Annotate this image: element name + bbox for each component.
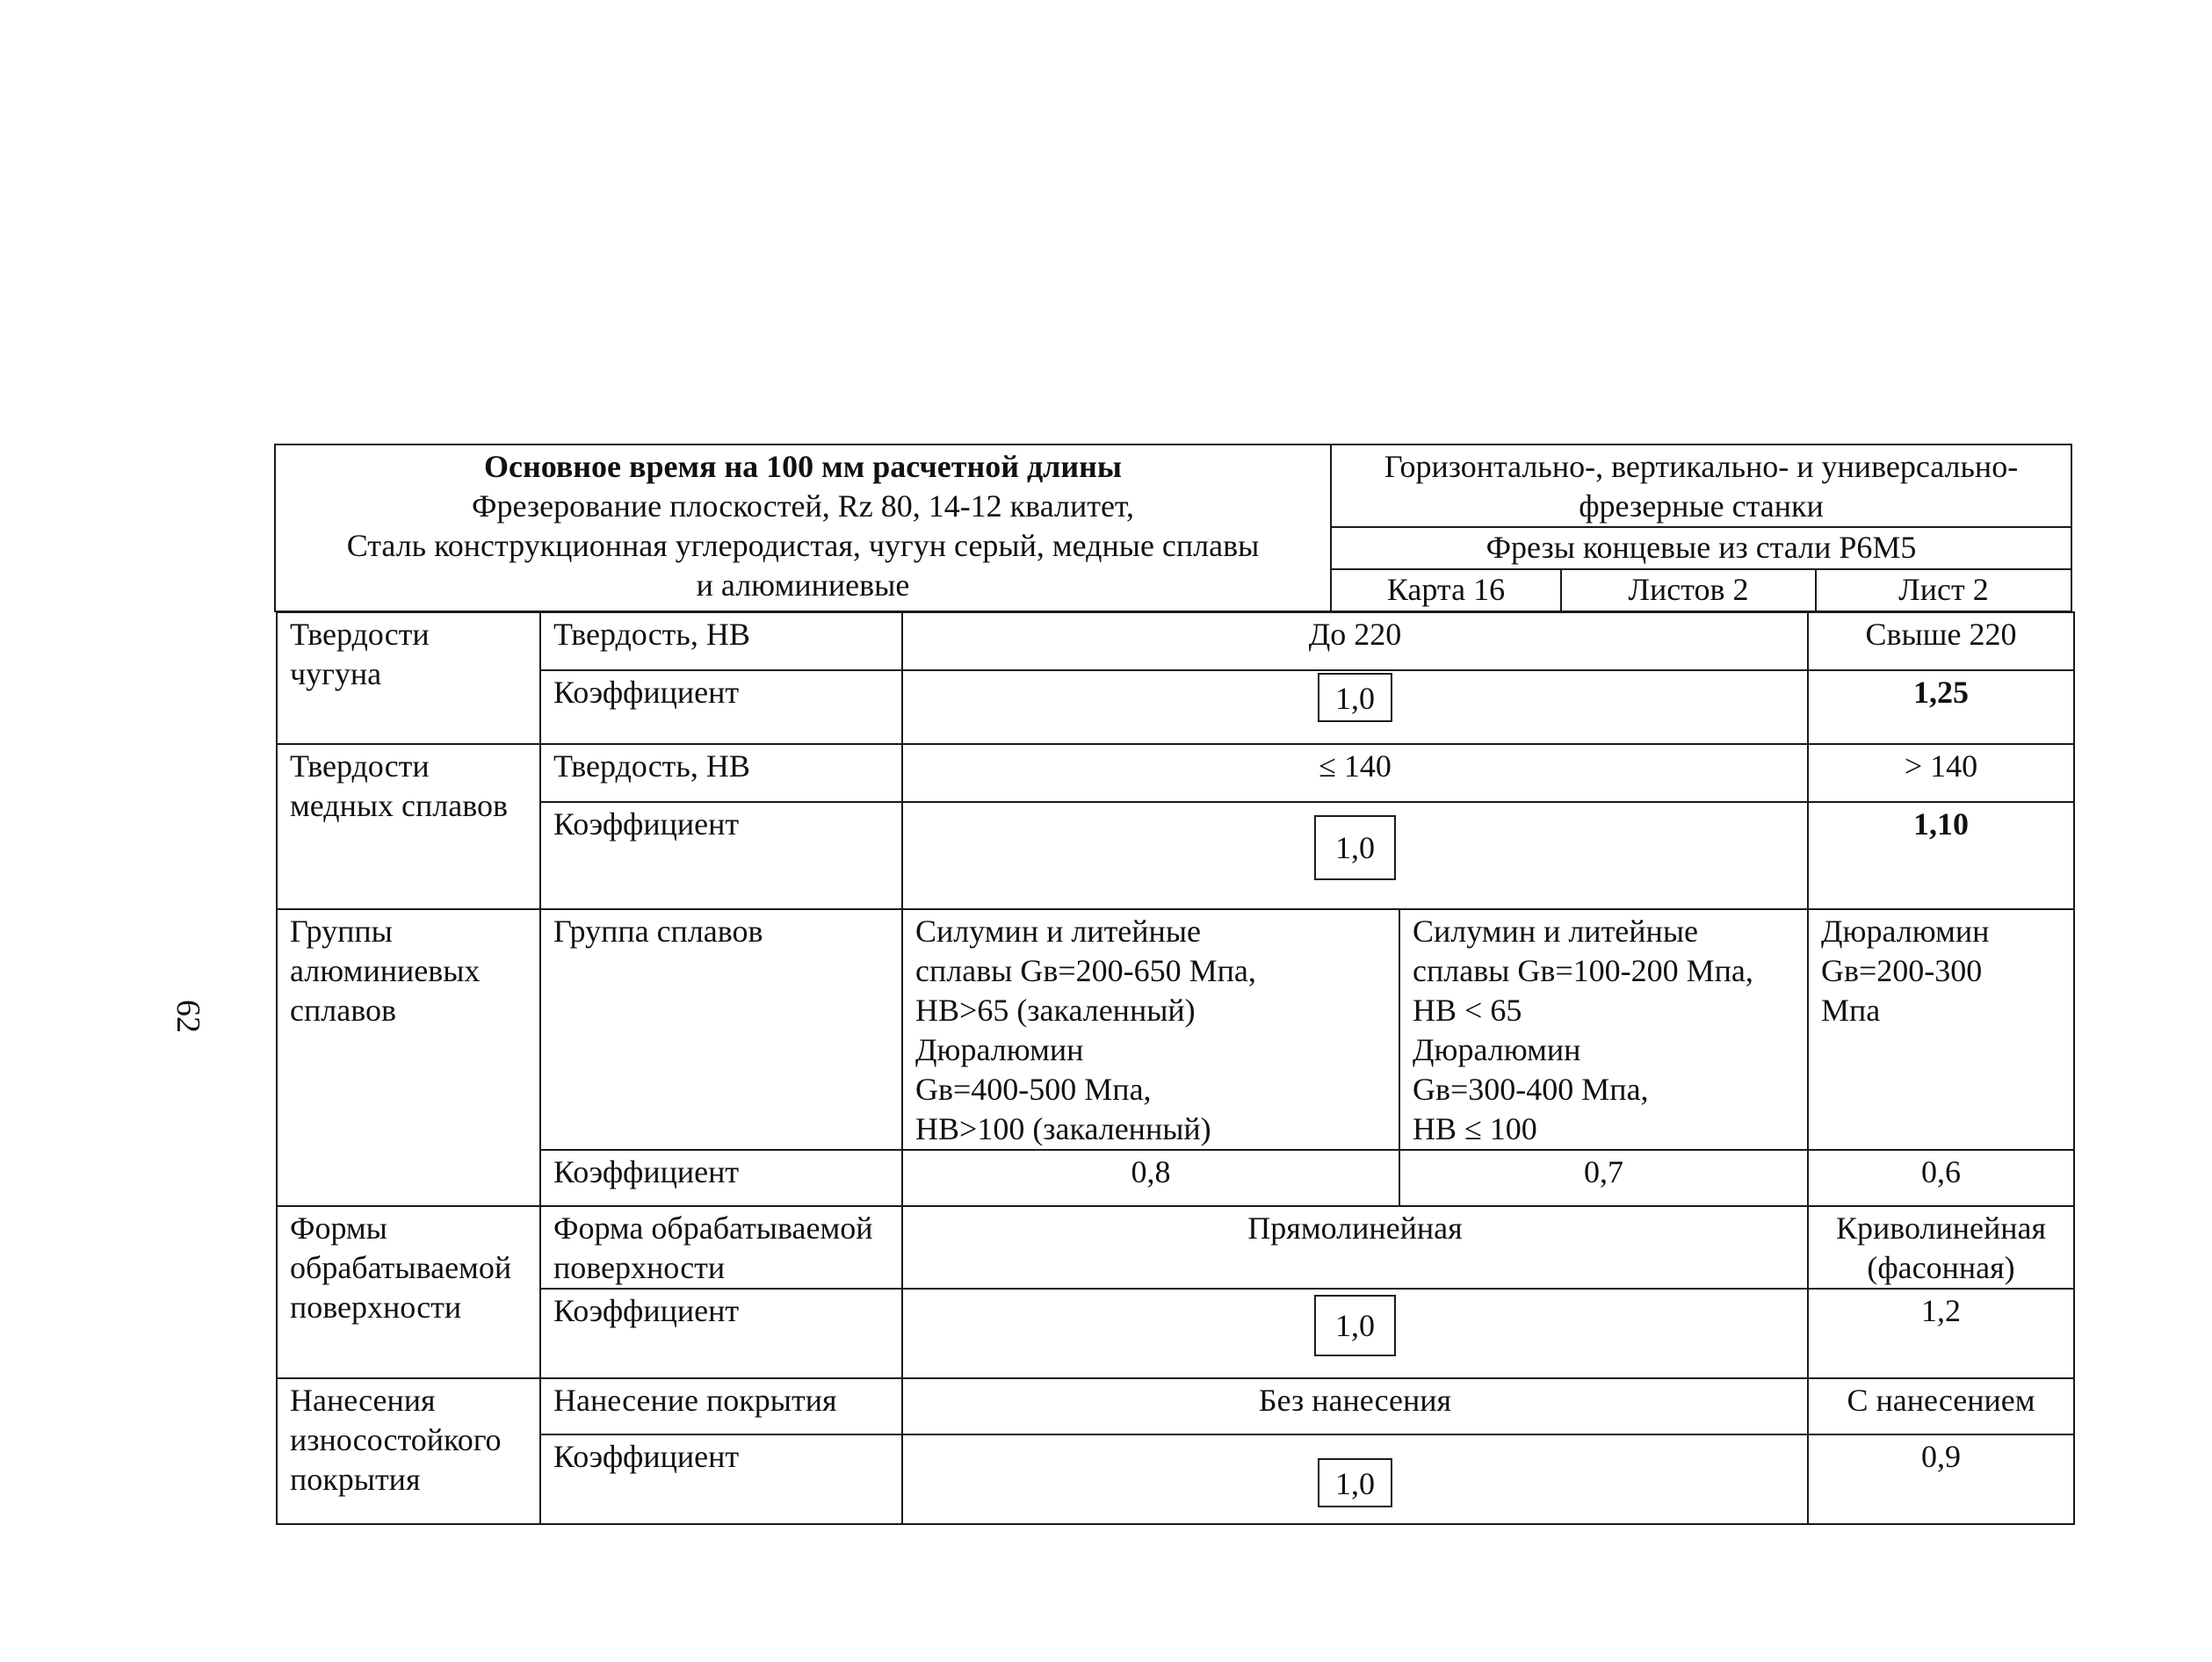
- copper-coef-1-cell: [902, 802, 1808, 909]
- surface-coef-label: Коэффициент: [540, 1289, 902, 1378]
- header-machines: Горизонтально-, вертикально- и универсально-фрезерные станки: [1331, 444, 2071, 527]
- aluminum-group-2-line: сплавы Gв=100-200 Мпа,: [1413, 953, 1753, 988]
- header-title-cell: [275, 444, 1331, 611]
- cast-iron-coef-1-cell: [902, 670, 1808, 744]
- aluminum-group-1-line: Дюралюмин: [915, 1032, 1084, 1067]
- cast-iron-coef-label: Коэффициент: [540, 670, 902, 744]
- copper-coef-2: 1,10: [1808, 802, 2074, 909]
- cast-iron-param-label: Твердость, НВ: [540, 612, 902, 670]
- coating-coef-1-cell: [902, 1434, 1808, 1524]
- aluminum-coef-label: Коэффициент: [540, 1150, 902, 1206]
- aluminum-group-2-line: НВ < 65: [1413, 993, 1522, 1028]
- coating-param-label: Нанесение покрытия: [540, 1378, 902, 1434]
- surface-coef-1-cell: [902, 1289, 1808, 1378]
- section-cast-iron: Твердости чугуна: [277, 612, 540, 744]
- header-tools: Фрезы концевые из стали Р6М5: [1331, 527, 2071, 569]
- coating-coef-label: Коэффициент: [540, 1434, 902, 1524]
- surface-coef-1: 1,0: [1314, 1295, 1396, 1356]
- surface-coef-2: 1,2: [1808, 1289, 2074, 1378]
- aluminum-group-2-line: Силумин и литейные: [1413, 914, 1698, 949]
- header-table: [274, 444, 2072, 612]
- cast-iron-coef-2: 1,25: [1808, 670, 2074, 744]
- section-aluminum: Группы алюминиевых сплавов: [277, 909, 540, 1206]
- aluminum-group-2-line: Дюралюмин: [1413, 1032, 1581, 1067]
- aluminum-group-3-line: Gв=200-300: [1821, 953, 1983, 988]
- header-materials-cont: и алюминиевые: [696, 567, 910, 603]
- coating-coef-1: 1,0: [1318, 1458, 1392, 1507]
- surface-param-1: Прямолинейная: [902, 1206, 1808, 1289]
- cast-iron-param-1: До 220: [902, 612, 1808, 670]
- aluminum-coef-1: 0,8: [902, 1150, 1399, 1206]
- aluminum-group-1-line: сплавы Gв=200-650 Мпа,: [915, 953, 1256, 988]
- aluminum-coef-3: 0,6: [1808, 1150, 2074, 1206]
- copper-coef-1: 1,0: [1314, 815, 1396, 880]
- aluminum-group-1-line: НВ>65 (закаленный): [915, 993, 1196, 1028]
- coating-param-1: Без нанесения: [902, 1378, 1808, 1434]
- aluminum-group-1-line: НВ>100 (закаленный): [915, 1111, 1211, 1146]
- header-subtitle: Фрезерование плоскостей, Rz 80, 14-12 квалитет,: [472, 488, 1134, 524]
- aluminum-coef-2: 0,7: [1399, 1150, 1808, 1206]
- coating-param-2: С нанесением: [1808, 1378, 2074, 1434]
- section-coating: Нанесения износостойкого покрытия: [277, 1378, 540, 1524]
- aluminum-group-1-line: Gв=400-500 Мпа,: [915, 1072, 1152, 1107]
- copper-param-2: > 140: [1808, 744, 2074, 802]
- coating-coef-2: 0,9: [1808, 1434, 2074, 1524]
- aluminum-group-3-line: Дюралюмин: [1821, 914, 1990, 949]
- section-copper: Твердости медных сплавов: [277, 744, 540, 909]
- aluminum-group-2-line: Gв=300-400 Мпа,: [1413, 1072, 1649, 1107]
- header-materials: Сталь конструкционная углеродистая, чугун серый, медные сплавы: [346, 528, 1260, 563]
- aluminum-param-label: Группа сплавов: [540, 909, 902, 1150]
- copper-param-label: Твердость, НВ: [540, 744, 902, 802]
- aluminum-group-3-line: Мпа: [1821, 993, 1881, 1028]
- aluminum-group-3: [1808, 909, 2074, 1150]
- copper-coef-label: Коэффициент: [540, 802, 902, 909]
- aluminum-group-2-line: НВ ≤ 100: [1413, 1111, 1537, 1146]
- header-card: Карта 16: [1331, 569, 1561, 611]
- aluminum-group-2: [1399, 909, 1808, 1150]
- header-sheet: Лист 2: [1816, 569, 2071, 611]
- aluminum-group-1: [902, 909, 1399, 1150]
- cast-iron-coef-1: 1,0: [1318, 673, 1392, 722]
- aluminum-group-1-line: Силумин и литейные: [915, 914, 1201, 949]
- copper-param-1: ≤ 140: [902, 744, 1808, 802]
- section-surface: Формы обрабатываемой поверхности: [277, 1206, 540, 1378]
- surface-param-label: Форма обрабатываемой поверхности: [540, 1206, 902, 1289]
- coefficients-table: [276, 611, 2075, 1525]
- surface-param-2: Криволинейная (фасонная): [1808, 1206, 2074, 1289]
- cast-iron-param-2: Свыше 220: [1808, 612, 2074, 670]
- header-sheets-total: Листов 2: [1561, 569, 1816, 611]
- header-title: Основное время на 100 мм расчетной длины: [484, 449, 1122, 484]
- page-number: 62: [170, 1000, 206, 1033]
